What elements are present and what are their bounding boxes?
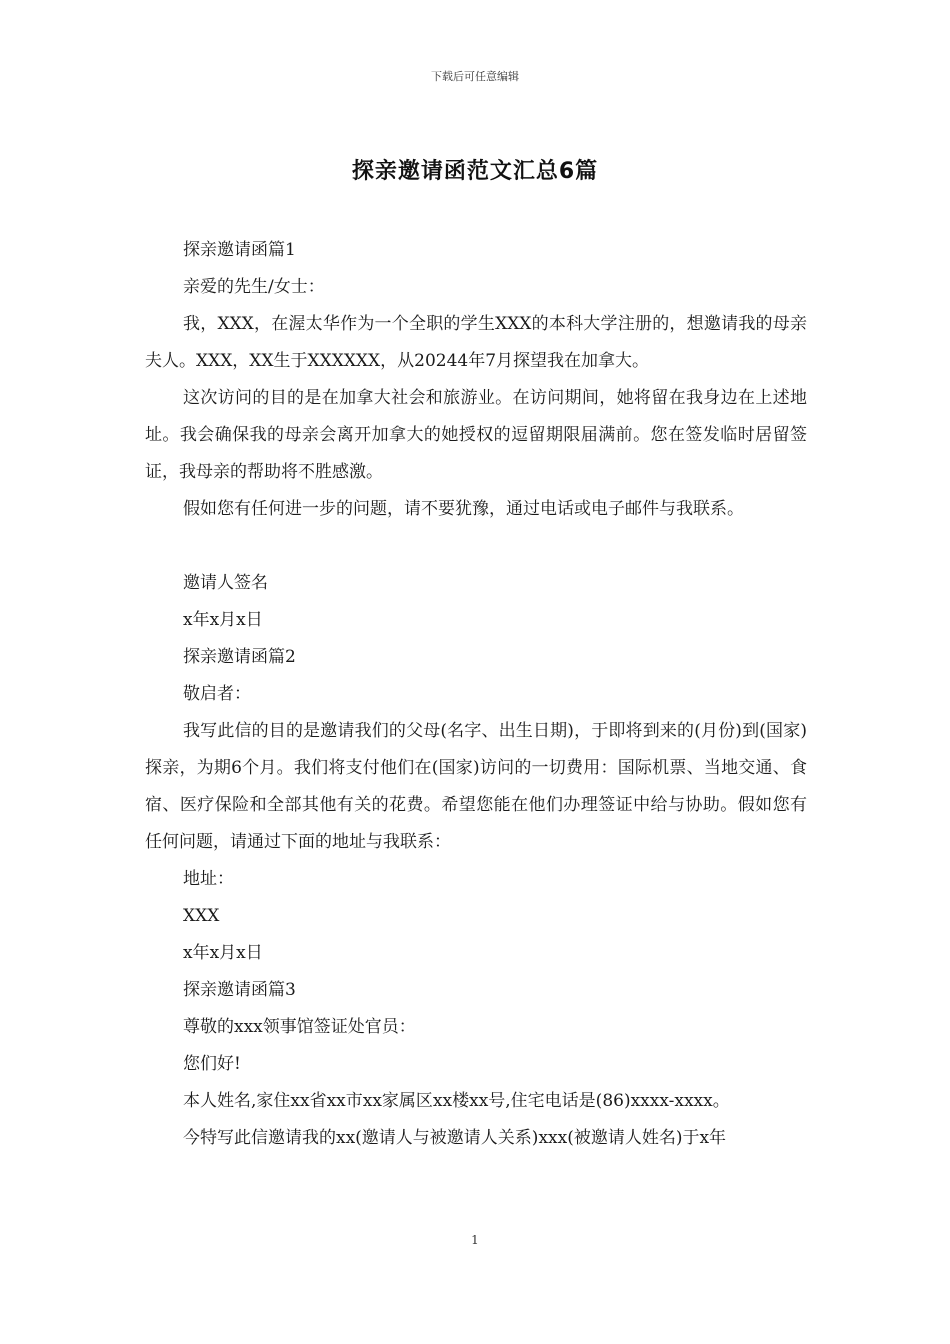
paragraph: 今特写此信邀请我的xx(邀请人与被邀请人关系)xxx(被邀请人姓名)于x年 xyxy=(183,1128,727,1148)
document-title: 探亲邀请函范文汇总6篇 xyxy=(351,159,599,184)
salutation-3: 尊敬的xxx领事馆签证处官员： xyxy=(183,1017,416,1037)
document-body xyxy=(145,232,807,1157)
salutation-2: 敬启者： xyxy=(183,684,251,704)
paragraph: 我写此信的目的是邀请我们的父母(名字、出生日期)，于即将到来的(月份)到(国家)探亲，为期6个月。我们将支付他们在(国家)访问的一切费用：国际机票、当地交通、食宿、医疗保险和全部其他有关的花费。希望您能在他们办理签证中给与协助。假如您有任何问题，请通过下面的地址与我联系： xyxy=(145,721,807,852)
section-heading-3: 探亲邀请函篇3 xyxy=(183,980,296,1000)
paragraph: 这次访问的目的是在加拿大社会和旅游业。在访问期间，她将留在我身边在上述地址。我会确保我的母亲会离开加拿大的她授权的逗留期限届满前。您在签发临时居留签证，我母亲的帮助将不胜感激。 xyxy=(145,388,807,482)
page-number: 1 xyxy=(471,1233,479,1247)
header-note: 下载后可任意编辑 xyxy=(431,70,519,83)
address-label: 地址： xyxy=(183,869,234,889)
date-line: x年x月x日 xyxy=(183,610,263,630)
greeting: 您们好! xyxy=(183,1054,241,1074)
section-heading-2: 探亲邀请函篇2 xyxy=(183,647,296,667)
date-line: x年x月x日 xyxy=(183,943,263,963)
paragraph: 本人姓名,家住xx省xx市xx家属区xx楼xx号,住宅电话是(86)xxxx-xxxx。 xyxy=(183,1091,730,1111)
address-value: XXX xyxy=(183,906,220,926)
signature-line: 邀请人签名 xyxy=(183,573,268,593)
paragraph: 假如您有任何进一步的问题，请不要犹豫，通过电话或电子邮件与我联系。 xyxy=(183,499,744,519)
section-heading-1: 探亲邀请函篇1 xyxy=(183,240,296,260)
paragraph: 我，XXX，在渥太华作为一个全职的学生XXX的本科大学注册的，想邀请我的母亲夫人。XXX，XX生于XXXXXX，从20244年7月探望我在加拿大。 xyxy=(145,314,807,371)
salutation-1: 亲爱的先生/女士： xyxy=(183,277,325,297)
